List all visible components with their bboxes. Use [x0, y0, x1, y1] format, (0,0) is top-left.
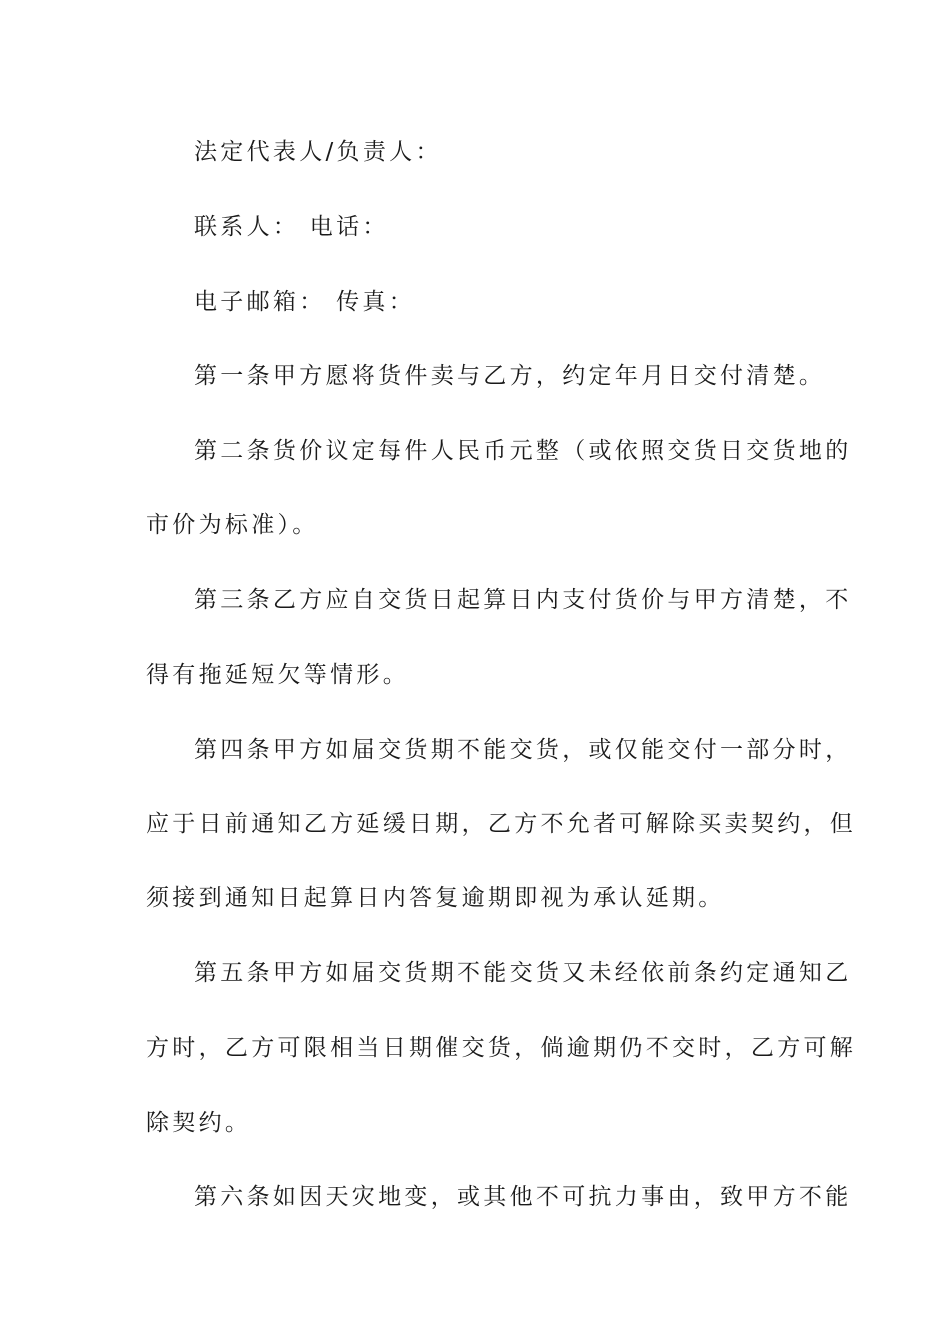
article-6-text-line-1: 第六条如因天灾地变，或其他不可抗力事由，致甲方不能 [194, 1184, 852, 1210]
article-4-text-line-3: 须接到通知日起算日内答复逾期即视为承认延期。 [146, 885, 725, 911]
article-5-text-line-3: 除契约。 [146, 1110, 252, 1136]
article-4-text-line-1: 第四条甲方如届交货期不能交货，或仅能交付一部分时， [194, 737, 852, 763]
email-fax-field: 电子邮箱： 传真： [194, 289, 416, 315]
article-5-text-line-2: 方时，乙方可限相当日期催交货，倘逾期仍不交时，乙方可解 [146, 1035, 857, 1061]
article-3-text-line-2: 得有拖延短欠等情形。 [146, 662, 409, 688]
article-5-text-line-1: 第五条甲方如届交货期不能交货又未经依前条约定通知乙 [194, 960, 852, 986]
legal-representative-field: 法定代表人/负责人： [194, 139, 442, 165]
article-3-text-line-1: 第三条乙方应自交货日起算日内支付货价与甲方清楚，不 [194, 587, 852, 613]
article-1-text: 第一条甲方愿将货件卖与乙方，约定年月日交付清楚。 [194, 363, 826, 389]
article-2-text-line-2: 市价为标准）。 [146, 512, 319, 538]
contact-phone-field: 联系人： 电话： [194, 214, 389, 240]
article-2-text-line-1: 第二条货价议定每件人民币元整（或依照交货日交货地的 [194, 438, 852, 464]
article-4-text-line-2: 应于日前通知乙方延缓日期，乙方不允者可解除买卖契约，但 [146, 811, 857, 837]
